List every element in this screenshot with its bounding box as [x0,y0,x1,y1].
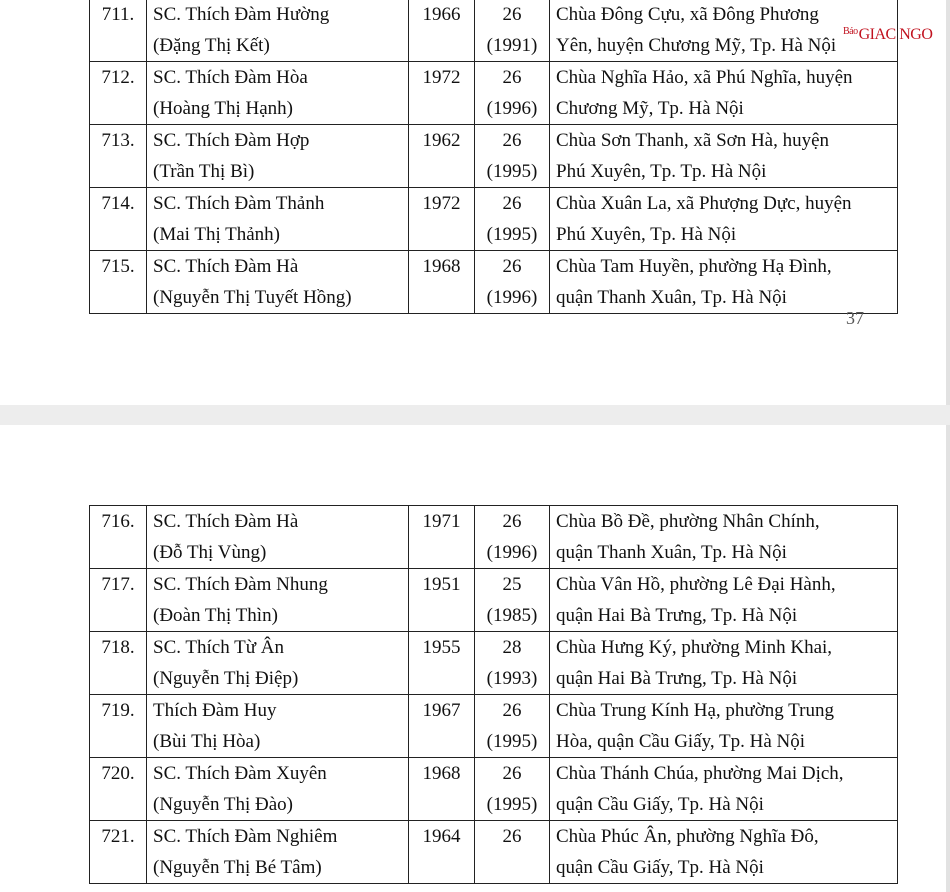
birth-year: 1951 [422,574,461,595]
dharma-name: SC. Thích Đàm Thảnh [153,193,325,214]
row-number: 721. [101,826,135,847]
address-cell [550,695,898,758]
birth-year-cell [409,188,475,251]
name-cell [147,569,409,632]
table-row [90,125,898,188]
ordination-age: 26 [502,763,522,784]
ordination-cell [475,506,550,569]
address-line-1: Chùa Phúc Ân, phường Nghĩa Đô, [556,826,819,847]
ordination-age: 26 [502,700,522,721]
address-line-2: quận Cầu Giấy, Tp. Hà Nội [556,794,764,815]
address-line-1: Chùa Tam Huyền, phường Hạ Đình, [556,256,832,277]
address-cell [550,632,898,695]
name-cell [147,506,409,569]
address-cell [550,62,898,125]
page-edge [946,0,950,405]
nun-roster-table [89,505,898,884]
table-row [90,821,898,884]
address-line-1: Chùa Sơn Thanh, xã Sơn Hà, huyện [556,130,830,151]
address-line-2: Hòa, quận Cầu Giấy, Tp. Hà Nội [556,731,806,752]
row-number: 718. [101,637,135,658]
table-row [90,695,898,758]
row-number: 712. [101,67,135,88]
row-number: 717. [101,574,135,595]
address-cell [550,569,898,632]
birth-name: (Nguyễn Thị Bé Tâm) [153,857,322,878]
row-number-cell [90,188,147,251]
ordination-age: 26 [502,256,522,277]
dharma-name: SC. Thích Đàm Hà [153,511,299,532]
address-line-2: quận Hai Bà Trưng, Tp. Hà Nội [556,668,798,689]
address-line-1: Chùa Nghĩa Hảo, xã Phú Nghĩa, huyện [556,67,853,88]
birth-name: (Mai Thị Thảnh) [153,224,280,245]
dharma-name: SC. Thích Đàm Xuyên [153,763,327,784]
dharma-name: SC. Thích Từ Ân [153,637,284,658]
ordination-year: (1995) [486,224,538,245]
row-number-cell [90,0,147,62]
row-number: 711. [101,4,135,25]
table-row [90,506,898,569]
birth-name: (Hoàng Thị Hạnh) [153,98,294,119]
address-line-2: quận Hai Bà Trưng, Tp. Hà Nội [556,605,798,626]
row-number-cell [90,632,147,695]
ordination-year: (1995) [486,161,538,182]
birth-name: (Đỗ Thị Vùng) [153,542,267,563]
birth-name: (Nguyễn Thị Điệp) [153,668,299,689]
address-line-2: quận Thanh Xuân, Tp. Hà Nội [556,542,787,563]
address-line-2: quận Thanh Xuân, Tp. Hà Nội [556,287,787,308]
name-cell [147,62,409,125]
row-number-cell [90,62,147,125]
row-number: 713. [101,130,135,151]
ordination-cell [475,821,550,884]
ordination-age: 26 [502,130,522,151]
ordination-cell [475,758,550,821]
birth-name: (Nguyễn Thị Đào) [153,794,294,815]
dharma-name: SC. Thích Đàm Hòa [153,67,308,88]
table-row [90,188,898,251]
page-number: 37 [846,308,864,328]
ordination-cell [475,632,550,695]
name-cell [147,632,409,695]
ordination-cell [475,569,550,632]
row-number-cell [90,821,147,884]
birth-name: (Đoàn Thị Thìn) [153,605,278,626]
birth-year: 1968 [422,763,461,784]
row-number: 716. [101,511,135,532]
ordination-age: 26 [502,67,522,88]
ordination-year: (1995) [486,794,538,815]
document-page-37 [0,0,950,405]
ordination-age: 26 [502,193,522,214]
birth-year-cell [409,758,475,821]
row-number-cell [90,125,147,188]
address-line-2: Phú Xuyên, Tp. Tp. Hà Nội [556,161,767,182]
row-number: 719. [101,700,135,721]
birth-year: 1966 [422,4,461,25]
ordination-cell [475,251,550,314]
row-number: 720. [101,763,135,784]
row-number: 715. [101,256,135,277]
name-cell [147,125,409,188]
ordination-cell [475,125,550,188]
ordination-cell [475,695,550,758]
table-row [90,758,898,821]
address-cell [550,125,898,188]
address-line-2: Yên, huyện Chương Mỹ, Tp. Hà Nội [556,35,837,56]
address-line-1: Chùa Hưng Ký, phường Minh Khai, [556,637,833,658]
name-cell [147,0,409,62]
address-line-1: Chùa Đông Cựu, xã Đông Phương [556,4,819,25]
dharma-name: SC. Thích Đàm Nhung [153,574,328,595]
table-row [90,62,898,125]
name-cell [147,758,409,821]
address-cell [550,188,898,251]
ordination-age: 25 [502,574,522,595]
table-row [90,569,898,632]
ordination-age: 28 [502,637,522,658]
birth-year: 1972 [422,67,461,88]
address-line-1: Chùa Thánh Chúa, phường Mai Dịch, [556,763,844,784]
birth-year-cell [409,62,475,125]
nun-roster-table [89,0,898,314]
row-number-cell [90,569,147,632]
birth-year: 1955 [422,637,461,658]
birth-name: (Bùi Thị Hòa) [153,731,261,752]
table-row [90,251,898,314]
address-line-2: Chương Mỹ, Tp. Hà Nội [556,98,744,119]
row-number-cell [90,506,147,569]
dharma-name: Thích Đàm Huy [153,700,277,721]
ordination-year: (1991) [486,35,538,56]
address-cell [550,506,898,569]
dharma-name: SC. Thích Đàm Hà [153,256,299,277]
birth-name: (Nguyễn Thị Tuyết Hồng) [153,287,352,308]
dharma-name: SC. Thích Đàm Hợp [153,130,310,151]
birth-year-cell [409,569,475,632]
ordination-age: 26 [502,511,522,532]
birth-year: 1971 [422,511,461,532]
birth-name: (Trần Thị Bì) [153,161,255,182]
row-number-cell [90,695,147,758]
ordination-age: 26 [502,4,522,25]
name-cell [147,821,409,884]
birth-year: 1962 [422,130,461,151]
ordination-year: (1993) [486,668,538,689]
ordination-year: (1995) [486,731,538,752]
address-line-1: Chùa Bồ Đề, phường Nhân Chính, [556,511,820,532]
row-number-cell [90,758,147,821]
name-cell [147,251,409,314]
table-row [90,632,898,695]
birth-year: 1972 [422,193,461,214]
birth-year: 1967 [422,700,461,721]
row-number-cell [90,251,147,314]
birth-year-cell [409,632,475,695]
ordination-cell [475,188,550,251]
ordination-cell [475,0,550,62]
name-cell [147,188,409,251]
birth-year-cell [409,0,475,62]
address-cell [550,821,898,884]
birth-year-cell [409,506,475,569]
page-edge [946,425,950,892]
ordination-year: (1996) [486,287,538,308]
address-cell [550,251,898,314]
document-page-38 [0,425,950,892]
ordination-age: 26 [502,826,522,847]
row-number: 714. [101,193,135,214]
ordination-year: (1996) [486,542,538,563]
dharma-name: SC. Thích Đàm Hường [153,4,330,25]
ordination-year: (1985) [486,605,538,626]
birth-year-cell [409,125,475,188]
birth-year: 1968 [422,256,461,277]
address-line-2: quận Cầu Giấy, Tp. Hà Nội [556,857,764,878]
address-line-1: Chùa Vân Hồ, phường Lê Đại Hành, [556,574,836,595]
birth-year-cell [409,695,475,758]
name-cell [147,695,409,758]
address-line-2: Phú Xuyên, Tp. Hà Nội [556,224,737,245]
birth-year: 1964 [422,826,461,847]
ordination-cell [475,62,550,125]
ordination-year: (1996) [486,98,538,119]
birth-year-cell [409,821,475,884]
address-line-1: Chùa Trung Kính Hạ, phường Trung [556,700,834,721]
address-cell [550,758,898,821]
address-line-1: Chùa Xuân La, xã Phượng Dực, huyện [556,193,852,214]
table-row [90,0,898,62]
birth-year-cell [409,251,475,314]
dharma-name: SC. Thích Đàm Nghiêm [153,826,338,847]
birth-name: (Đặng Thị Kết) [153,35,270,56]
giacngo-watermark: $^{Báo}$GIAC NGO [843,26,933,43]
